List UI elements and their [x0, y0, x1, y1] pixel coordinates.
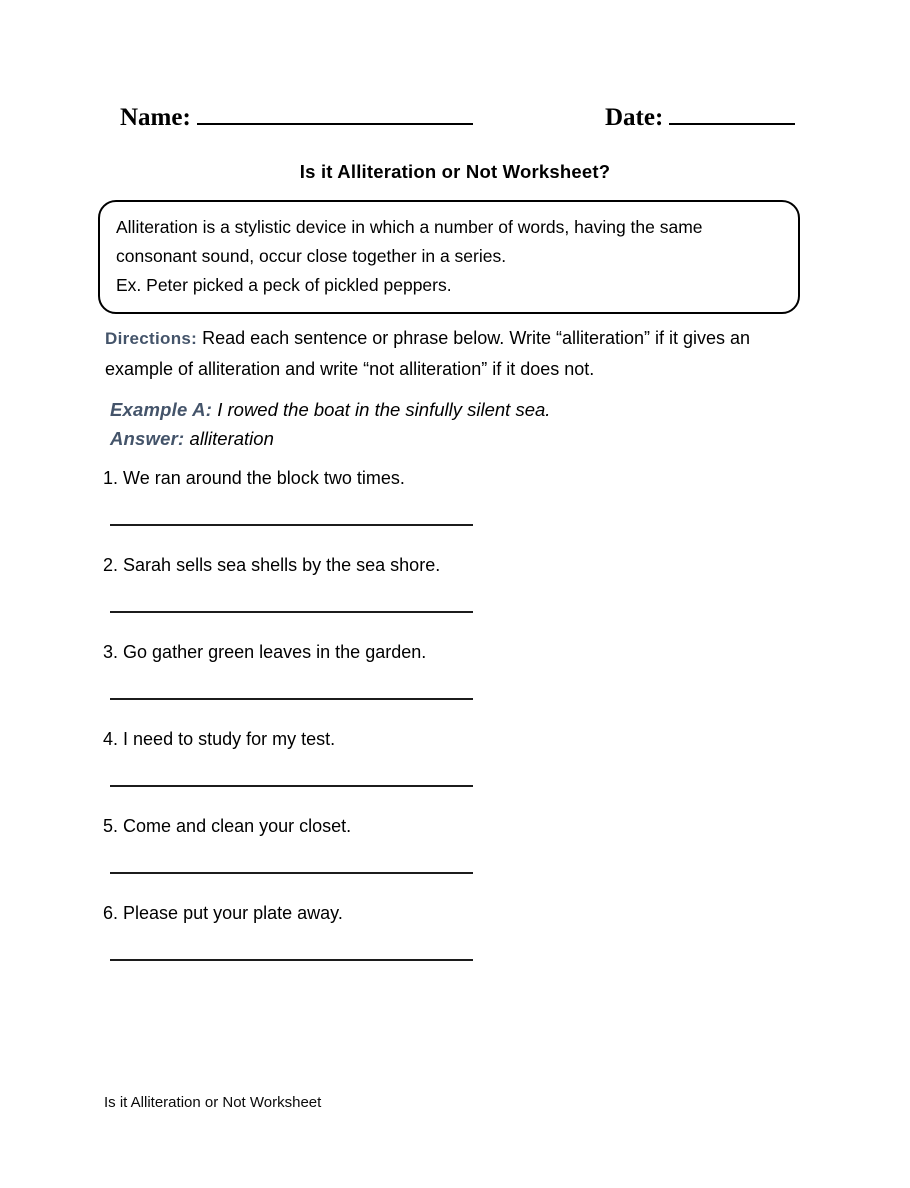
name-blank-line [197, 120, 473, 125]
question-text [103, 814, 623, 838]
question-number: 6. [103, 903, 119, 923]
directions-label: Directions: [105, 329, 198, 348]
example-answer-row [110, 424, 730, 453]
question-sentence: Sarah sells sea shells by the sea shore. [123, 555, 441, 575]
question-sentence: I need to study for my test. [123, 729, 336, 749]
question-text [103, 640, 623, 664]
answer-blank-line [110, 611, 473, 613]
date-blank-line [669, 120, 795, 125]
question-item-6 [103, 901, 623, 961]
answer-blank-line [110, 785, 473, 787]
question-number: 5. [103, 816, 119, 836]
name-field-row [120, 104, 473, 132]
question-sentence: We ran around the block two times. [123, 468, 405, 488]
question-item-3 [103, 640, 623, 700]
question-text [103, 901, 623, 925]
definition-example-text: Ex. Peter picked a peck of pickled peppers. [116, 275, 452, 295]
question-number: 1. [103, 468, 119, 488]
question-item-1 [103, 466, 623, 526]
question-list [103, 466, 623, 988]
definition-text: Alliteration is a stylistic device in which a number of words, having the same consonant sound, occur close together in a series. [116, 217, 703, 266]
example-sentence-row [110, 395, 730, 424]
question-text [103, 553, 623, 577]
date-label: Date: [605, 104, 664, 131]
name-label: Name: [120, 104, 191, 131]
answer-blank-line [110, 698, 473, 700]
directions-text: Read each sentence or phrase below. Write “alliteration” if it gives an example of alliteration and write “not alliteration” if it does not. [105, 328, 751, 379]
page-title: Is it Alliteration or Not Worksheet? [299, 161, 611, 182]
question-number: 4. [103, 729, 119, 749]
answer-value: alliteration [189, 428, 274, 449]
question-text [103, 466, 623, 490]
footer-title: Is it Alliteration or Not Worksheet [104, 1094, 322, 1111]
example-sentence: I rowed the boat in the sinfully silent sea. [217, 399, 551, 420]
question-sentence: Go gather green leaves in the garden. [123, 642, 427, 662]
question-text [103, 727, 623, 751]
question-sentence: Please put your plate away. [123, 903, 343, 923]
answer-label: Answer: [110, 428, 185, 449]
question-item-5 [103, 814, 623, 874]
question-number: 2. [103, 555, 119, 575]
directions-paragraph [105, 323, 805, 384]
question-item-2 [103, 553, 623, 613]
definition-box [98, 200, 800, 314]
example-label: Example A: [110, 399, 213, 420]
answer-blank-line [110, 959, 473, 961]
example-block [110, 395, 730, 453]
question-item-4 [103, 727, 623, 787]
date-field-row [605, 104, 795, 132]
question-sentence: Come and clean your closet. [123, 816, 352, 836]
answer-blank-line [110, 872, 473, 874]
question-number: 3. [103, 642, 119, 662]
answer-blank-line [110, 524, 473, 526]
